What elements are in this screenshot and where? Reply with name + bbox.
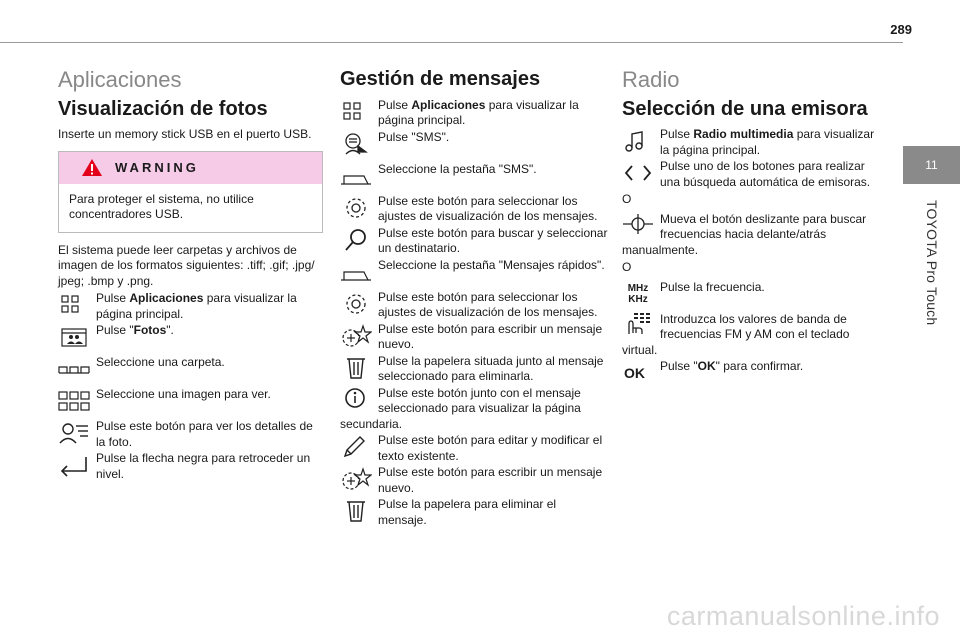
msg-step-nuevo-2: Pulse este botón para escribir un mensaje nuevo. xyxy=(340,465,608,496)
watermark: carmanualsonline.info xyxy=(666,601,940,631)
column-messages xyxy=(340,70,608,529)
pencil-icon xyxy=(340,435,372,459)
frequency-unit-icon: MHz KHz xyxy=(627,282,649,305)
warning-triangle-icon xyxy=(81,158,103,177)
chevrons-icon xyxy=(622,161,654,185)
radio-step-multimedia: Pulse Radio multimedia para visualizar la página principal. xyxy=(622,127,884,158)
heading-seleccion-emisora: Selección de una emisora xyxy=(622,97,868,120)
msg-step-nuevo: Pulse este botón para escribir un mensaje nuevo. xyxy=(340,322,608,353)
keypad-hand-icon xyxy=(622,312,654,336)
intro-text: Inserte un memory stick USB en el puerto USB. xyxy=(58,127,312,141)
heading-gestion-mensajes: Gestión de mensajes xyxy=(340,68,541,90)
warning-box xyxy=(58,151,323,233)
step-retroceder: Pulse la flecha negra para retroceder un nivel. xyxy=(58,451,323,482)
radio-step-frecuencia: MHz KHz Pulse la frecuencia. xyxy=(622,280,884,311)
image-grid-icon xyxy=(58,389,90,413)
chapter-number: 11 xyxy=(925,158,938,172)
or-separator-1: O xyxy=(622,192,632,206)
msg-step-info: Pulse este botón junto con el mensaje seleccionado para visualizar la página secundaria. xyxy=(340,385,581,431)
apps-grid-icon xyxy=(340,100,372,124)
sms-icon xyxy=(340,132,372,156)
header-rule xyxy=(0,42,903,43)
step-aplicaciones: Pulse Aplicaciones para visualizar la página principal. xyxy=(58,291,323,322)
msg-step-eliminar: Pulse la papelera para eliminar el mensaje. xyxy=(340,497,608,528)
music-note-icon xyxy=(622,129,654,153)
new-message-star-icon xyxy=(340,324,372,348)
msg-step-editar: Pulse este botón para editar y modificar el texto existente. xyxy=(340,433,608,464)
tab-icon xyxy=(340,164,372,188)
chapter-tab xyxy=(903,146,960,184)
slider-icon xyxy=(622,212,654,236)
column-photos xyxy=(58,67,323,483)
folder-tabs-icon xyxy=(58,357,90,381)
heading-visualizacion-fotos: Visualización de fotos xyxy=(58,97,268,120)
settings-gear-icon xyxy=(340,196,372,220)
apps-grid-icon xyxy=(58,293,90,317)
back-arrow-icon xyxy=(58,453,90,477)
info-icon xyxy=(340,386,372,410)
search-icon xyxy=(340,228,372,252)
details-icon xyxy=(58,421,90,445)
warning-text: Para proteger el sistema, no utilice concentradores USB. xyxy=(69,191,254,221)
tab-icon xyxy=(340,260,372,284)
photos-icon xyxy=(58,325,90,349)
step-fotos: Pulse "Fotos". xyxy=(58,323,323,354)
msg-step-papelera: Pulse la papelera situada junto al mensaje seleccionado para eliminarla. xyxy=(340,354,608,385)
radio-step-teclado: Introduzca los valores de banda de frecuencias FM y AM con el teclado virtual. xyxy=(622,311,850,357)
msg-step-buscar: Pulse este botón para buscar y seleccionar un destinatario. xyxy=(340,226,608,257)
trash-icon xyxy=(340,499,372,523)
warning-header xyxy=(59,152,322,184)
ok-icon: OK xyxy=(624,365,645,381)
or-separator-2: O xyxy=(622,260,632,274)
msg-step-sms: Pulse "SMS". xyxy=(340,130,608,161)
step-detalles: Pulse este botón para ver los detalles de la foto. xyxy=(58,419,323,450)
msg-step-tab-rapidos: Seleccione la pestaña "Mensajes rápidos". xyxy=(340,258,608,289)
radio-step-deslizante: Mueva el botón deslizante para buscar frecuencias hacia delante/atrás manualmente. xyxy=(622,211,867,257)
radio-step-busqueda: Pulse uno de los botones para realizar una búsqueda automática de emisoras. xyxy=(622,159,884,190)
msg-step-tab-sms: Seleccione la pestaña "SMS". xyxy=(340,162,608,193)
warning-title: WARNING xyxy=(115,159,199,175)
step-imagen: Seleccione una imagen para ver. xyxy=(58,387,323,418)
radio-step-ok: OK Pulse "OK" para confirmar. xyxy=(622,359,884,390)
section-title-radio: Radio xyxy=(622,67,680,92)
formats-text: El sistema puede leer carpetas y archivos de imagen de los formatos siguientes: .tiff; .gif; .jpg/ jpeg; .bmp y .png. xyxy=(58,242,315,288)
chapter-title xyxy=(902,200,960,380)
settings-gear-icon xyxy=(340,292,372,316)
page-number: 289 xyxy=(890,22,912,37)
msg-step-ajustes: Pulse este botón para seleccionar los ajustes de visualización de los mensajes. xyxy=(340,194,608,225)
chapter-title-text: TOYOTA Pro Touch xyxy=(924,200,940,326)
new-message-star-icon xyxy=(340,467,372,491)
column-radio xyxy=(622,67,884,391)
msg-step-aplicaciones: Pulse Aplicaciones para visualizar la página principal. xyxy=(340,98,608,129)
msg-step-ajustes-2: Pulse este botón para seleccionar los ajustes de visualización de los mensajes. xyxy=(340,290,608,321)
section-title-aplicaciones: Aplicaciones xyxy=(58,67,182,92)
trash-icon xyxy=(340,356,372,380)
step-carpeta: Seleccione una carpeta. xyxy=(58,355,323,386)
